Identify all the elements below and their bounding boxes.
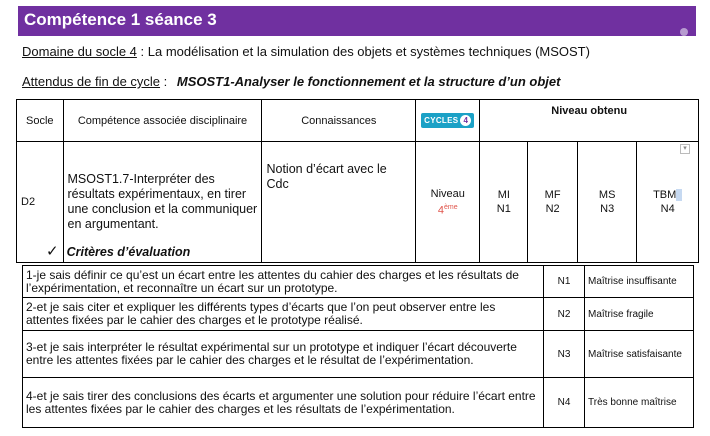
dropdown-arrow-icon[interactable]: ▾: [680, 144, 690, 154]
cell-socle: D2: [17, 142, 64, 263]
criterion-text: 2-et je sais citer et expliquer les différents types d’écarts que l’on peut observer entre les attentes fixées par le cahier des charges et le prototype réalisé.: [23, 298, 544, 331]
criterion-level: Maîtrise satisfaisante: [585, 331, 694, 378]
header-connaissances: Connaissances: [262, 100, 416, 142]
table-row: [23, 298, 694, 331]
cycles-logo: CYCLES 4: [421, 113, 474, 128]
header-niveau-obtenu: Niveau obtenu: [480, 100, 699, 142]
page-title: Compétence 1 séance 3: [24, 10, 217, 29]
criteria-table: [22, 265, 694, 428]
header-competence: Compétence associée disciplinaire: [63, 100, 262, 142]
criterion-code: N1: [544, 266, 585, 298]
criterion-level: Maîtrise fragile: [585, 298, 694, 331]
level-mi: MI N1: [480, 142, 528, 263]
cell-competence: MSOST1.7-Interpréter des résultats expérimentaux, en tirer une conclusion et la communiquer en argumentant.: [63, 142, 262, 263]
table-row: [23, 378, 694, 428]
dot-icon: [680, 28, 688, 36]
level-ms: MS N3: [578, 142, 637, 263]
criteres-heading: ✓ Critères d’évaluation: [46, 243, 191, 260]
attendus-text: MSOST1-Analyser le fonctionnement et la structure d’un objet: [176, 74, 561, 89]
domaine-text: La modélisation et la simulation des objets et systèmes techniques (MSOST): [147, 44, 590, 59]
niveau-label: Niveau: [430, 187, 465, 200]
table-row: [23, 331, 694, 378]
header-banner: [18, 6, 696, 36]
text-cursor-highlight: [676, 189, 682, 201]
cycles-number: 4: [460, 115, 471, 126]
criterion-text: 3-et je sais interpréter le résultat expérimental sur un prototype et indiquer l’écart découverte entre les attentes fixées par le cahier des charges et le résultat de l’expérimentation.: [23, 331, 544, 378]
criterion-text: 4-et je sais tirer des conclusions des écarts et argumenter une solution pour réduire l’écart entre les attentes fixées par le cahier des charges et les résultats de l’expérimentation.: [23, 378, 544, 428]
criterion-code: N2: [544, 298, 585, 331]
level-tbm: ▾ TBM N4: [637, 142, 699, 263]
header-cycles: [416, 100, 480, 142]
criterion-text: 1-je sais définir ce qu’est un écart entre les attentes du cahier des charges et les résultats de l’expérimentation, et reconnaître un écart sur un prototype.: [23, 266, 544, 298]
attendus-line: Attendus de fin de cycle : MSOST1-Analyser le fonctionnement et la structure d’un objet: [22, 74, 561, 89]
cell-niveau: [416, 142, 480, 263]
table-row: [23, 266, 694, 298]
criterion-level: Maîtrise insuffisante: [585, 266, 694, 298]
header-socle: Socle: [17, 100, 64, 142]
criterion-code: N4: [544, 378, 585, 428]
domaine-line: Domaine du socle 4 : La modélisation et la simulation des objets et systèmes techniques (MSOST): [22, 44, 590, 59]
level-mf: MF N2: [528, 142, 578, 263]
criterion-level: Très bonne maîtrise: [585, 378, 694, 428]
criterion-code: N3: [544, 331, 585, 378]
table-header-row: [17, 100, 699, 142]
competence-table: [16, 99, 699, 263]
attendus-label: Attendus de fin de cycle: [22, 74, 161, 89]
domaine-label: Domaine du socle 4: [22, 44, 137, 59]
checkmark-icon: ✓: [46, 243, 59, 260]
niveau-ordinal: 4ème: [437, 203, 458, 217]
cell-connaissances: Notion d’écart avec le Cdc: [262, 142, 416, 263]
